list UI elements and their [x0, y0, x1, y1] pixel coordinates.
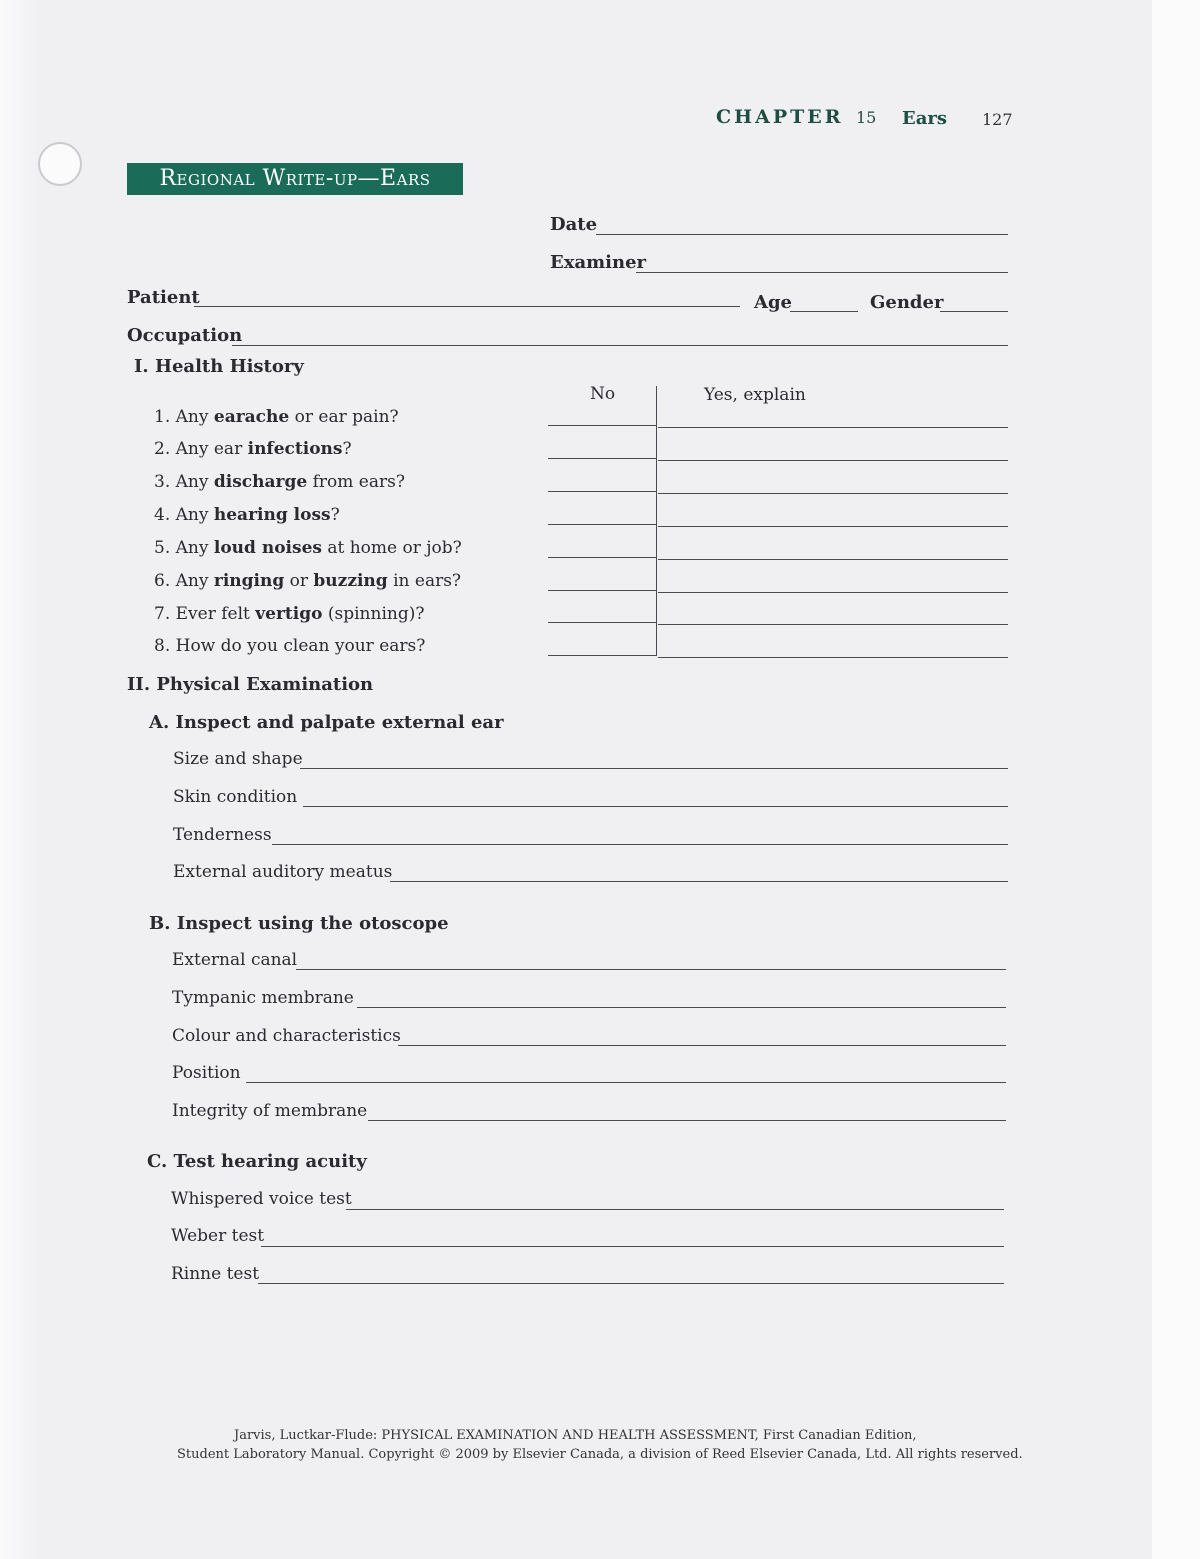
occupation-field[interactable]	[232, 345, 1008, 346]
answer-no-3[interactable]	[548, 491, 656, 492]
page-margin	[1152, 0, 1200, 1559]
chapter-title: Ears	[902, 108, 947, 129]
gender-field[interactable]	[940, 311, 1008, 312]
answer-yes-2[interactable]	[658, 460, 1008, 461]
answer-no-2[interactable]	[548, 458, 656, 459]
external-canal-field[interactable]	[296, 969, 1006, 970]
age-label: Age	[754, 292, 793, 313]
exam-item-integrity: Integrity of membrane	[172, 1101, 368, 1121]
physical-exam-heading: II. Physical Examination	[127, 674, 374, 695]
question-7: 7. Ever felt vertigo (spinning)?	[154, 604, 425, 624]
exam-item-size-shape: Size and shape	[173, 749, 303, 769]
exam-item-tenderness: Tenderness	[173, 825, 272, 845]
integrity-field[interactable]	[368, 1120, 1006, 1121]
examiner-field[interactable]	[636, 272, 1008, 273]
chapter-number: 15	[856, 108, 877, 127]
exam-item-external-canal: External canal	[172, 950, 298, 970]
exam-item-colour: Colour and characteristics	[172, 1026, 401, 1046]
torn-edge	[0, 0, 40, 1559]
exam-item-rinne: Rinne test	[171, 1264, 260, 1284]
tympanic-membrane-field[interactable]	[357, 1007, 1006, 1008]
exam-item-tympanic-membrane: Tympanic membrane	[172, 988, 354, 1008]
question-3: 3. Any discharge from ears?	[154, 472, 405, 492]
occupation-label: Occupation	[127, 325, 243, 346]
question-4: 4. Any hearing loss?	[154, 505, 340, 525]
question-6: 6. Any ringing or buzzing in ears?	[154, 571, 462, 591]
answer-yes-1[interactable]	[658, 427, 1008, 428]
question-1: 1. Any earache or ear pain?	[154, 407, 399, 427]
size-shape-field[interactable]	[300, 768, 1008, 769]
question-2: 2. Any ear infections?	[154, 439, 352, 459]
answer-yes-7[interactable]	[658, 624, 1008, 625]
question-5: 5. Any loud noises at home or job?	[154, 538, 462, 558]
weber-field[interactable]	[261, 1246, 1004, 1247]
form-title: Regional Write-up—Ears	[127, 163, 463, 195]
answer-no-6[interactable]	[548, 590, 656, 591]
gender-label: Gender	[870, 292, 944, 313]
age-field[interactable]	[790, 311, 858, 312]
page-number: 127	[982, 110, 1013, 129]
date-field[interactable]	[596, 234, 1008, 235]
date-label: Date	[550, 214, 598, 235]
answer-yes-5[interactable]	[658, 559, 1008, 560]
punch-hole	[38, 142, 82, 186]
exam-item-position: Position	[172, 1063, 241, 1083]
section-b-heading: B. Inspect using the otoscope	[149, 913, 449, 934]
rinne-field[interactable]	[258, 1283, 1004, 1284]
colour-field[interactable]	[398, 1045, 1006, 1046]
col-no-header: No	[590, 384, 616, 404]
answer-no-7[interactable]	[548, 622, 656, 623]
footer-line-1: Jarvis, Luctkar-Flude: PHYSICAL EXAMINATION AND HEALTH ASSESSMENT, First Canadian Edition,	[234, 1428, 917, 1443]
whispered-voice-field[interactable]	[346, 1209, 1004, 1210]
position-field[interactable]	[246, 1082, 1006, 1083]
section-a-heading: A. Inspect and palpate external ear	[149, 712, 504, 733]
skin-condition-field[interactable]	[303, 806, 1008, 807]
question-8: 8. How do you clean your ears?	[154, 636, 426, 656]
section-c-heading: C. Test hearing acuity	[147, 1151, 367, 1172]
patient-label: Patient	[127, 287, 200, 308]
column-divider	[656, 386, 657, 656]
exam-item-weber: Weber test	[171, 1226, 265, 1246]
patient-field[interactable]	[194, 306, 740, 307]
answer-no-8[interactable]	[548, 655, 656, 656]
examiner-label: Examiner	[550, 252, 647, 273]
answer-yes-8[interactable]	[658, 657, 1008, 658]
answer-yes-4[interactable]	[658, 526, 1008, 527]
health-history-heading: I. Health History	[134, 356, 304, 377]
tenderness-field[interactable]	[272, 844, 1008, 845]
answer-yes-3[interactable]	[658, 493, 1008, 494]
chapter-label: CHAPTER	[716, 106, 844, 128]
answer-no-4[interactable]	[548, 524, 656, 525]
exam-item-skin-condition: Skin condition	[173, 787, 298, 807]
auditory-meatus-field[interactable]	[390, 881, 1008, 882]
answer-yes-6[interactable]	[658, 592, 1008, 593]
exam-item-whispered-voice: Whispered voice test	[171, 1189, 352, 1209]
answer-no-1[interactable]	[548, 425, 656, 426]
answer-no-5[interactable]	[548, 557, 656, 558]
exam-item-auditory-meatus: External auditory meatus	[173, 862, 393, 882]
footer-line-2: Student Laboratory Manual. Copyright © 2009 by Elsevier Canada, a division of Reed Elsevier Canada, Ltd. All rights reserved.	[177, 1447, 1023, 1462]
col-yes-header: Yes, explain	[704, 385, 806, 405]
